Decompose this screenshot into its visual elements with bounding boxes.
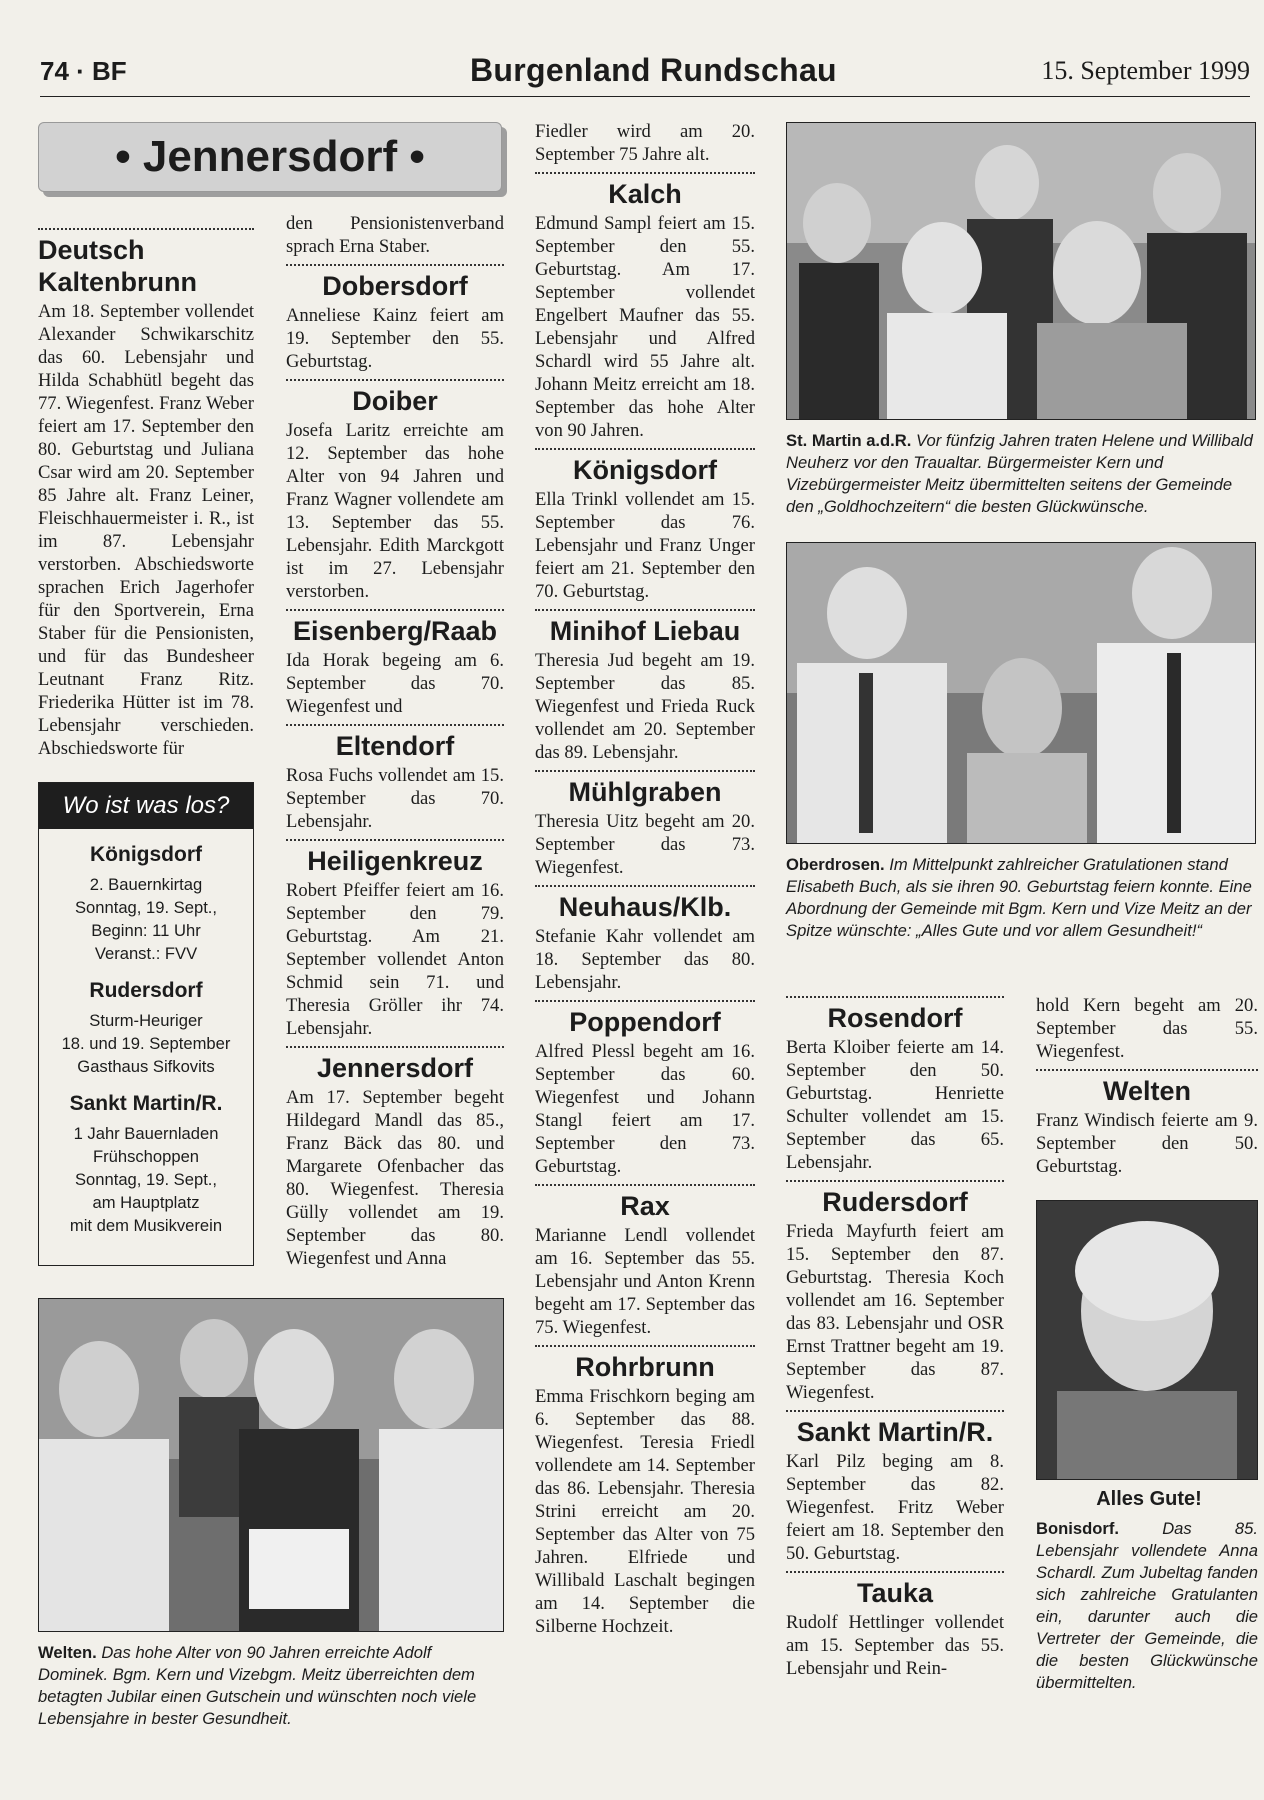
article-text: Stefanie Kahr vollendet am 18. September das 80. Lebensjahr. <box>535 926 755 993</box>
event-detail: 2. Bauernkirtag <box>89 875 203 894</box>
photo-welten <box>38 1298 504 1632</box>
caption-place: St. Martin a.d.R. <box>786 431 912 450</box>
event-detail: Veranst.: FVV <box>94 944 198 963</box>
caption-text: Das hohe Alter von 90 Jahren erreichte Adolf Dominek. Bgm. Kern und Vizebgm. Meitz überreichten dem betagten Jubilar einen Gutschein und wünschten noch viele Lebensjahre in bester Gesundheit. <box>38 1643 477 1728</box>
caption-text: Vor fünfzig Jahren traten Helene und Willibald Neuherz vor den Traualtar. Bürgermeister Kern und Vizebürgermeister Meitz übermittelten seitens der Gemeinde den „Goldhochzeitern“ die besten Glückwünsche. <box>786 431 1253 516</box>
events-box-title: Wo ist was los? <box>39 783 253 829</box>
article-text: Franz Windisch feierte am 9. September den 50. Geburtstag. <box>1036 1110 1258 1177</box>
article-text: den Pensionistenverband sprach Erna Staber. <box>286 213 504 257</box>
caption-place: Bonisdorf. <box>1036 1519 1119 1538</box>
caption-oberdrosen <box>786 854 1256 942</box>
event-detail: Sonntag, 19. Sept., <box>74 898 218 917</box>
section-heading: Heiligenkreuz <box>286 839 504 877</box>
issue-date: 15. September 1999 <box>1041 56 1250 85</box>
section-heading: Tauka <box>786 1571 1004 1609</box>
section-heading: Königsdorf <box>535 448 755 486</box>
section-heading: Mühlgraben <box>535 770 755 808</box>
article-text: Karl Pilz beging am 8. September das 82. Wiegenfest. Fritz Weber feiert am 18. September den 50. Geburtstag. <box>786 1451 1004 1564</box>
article-text: Rudolf Hettlinger vollendet am 15. September das 55. Lebensjahr und Rein- <box>786 1612 1004 1679</box>
article-text: Fiedler wird am 20. September 75 Jahre alt. <box>535 121 755 165</box>
article-text: Josefa Laritz erreichte am 12. September das hohe Alter von 94 Jahren und Franz Wagner vollendete am 13. September das 55. Lebensjahr. Edith Marckgott ist im 27. Lebensjahr verstorben. <box>286 420 504 602</box>
event-detail: mit dem Musikverein <box>69 1216 223 1235</box>
article-text: Marianne Lendl vollendet am 16. September das 55. Lebensjahr und Anton Krenn begeht am 17. September das 75. Wiegenfest. <box>535 1225 755 1338</box>
column-4 <box>786 990 1004 1680</box>
caption-text: Im Mittelpunkt zahlreicher Gratulationen stand Elisabeth Buch, als sie ihren 90. Geburtstag feiern konnte. Eine Abordnung der Gemeinde mit Bgm. Kern und Vize Meitz an der Spitze wünschte: „Alles Gute und vor allem Gesundheit!“ <box>786 855 1252 940</box>
column-2 <box>286 212 504 1270</box>
section-heading: Minihof Liebau <box>535 609 755 647</box>
article-text: Berta Kloiber feierte am 14. September den 50. Geburtstag. Henriette Schulter vollendet am 15. September das 65. Lebensjahr. <box>786 1037 1004 1173</box>
photo-oberdrosen <box>786 542 1256 844</box>
event-detail: Sonntag, 19. Sept., <box>74 1170 218 1189</box>
caption-bonisdorf <box>1036 1518 1258 1694</box>
column-3 <box>535 120 755 1638</box>
caption-text: Das 85. Lebensjahr vollendete Anna Schardl. Zum Jubeltag fanden sich zahlreiche Gratulanten ein, darunter auch die Vertreter der Gemeinde, die die besten Glückwünsche übermittelten. <box>1036 1519 1258 1692</box>
article-text: Frieda Mayfurth feiert am 15. September den 87. Geburtstag. Theresia Koch vollendet am 16. September das 83. Lebensjahr und OSR Ernst Trattner begeht am 19. September das 87. Wiegenfest. <box>786 1221 1004 1403</box>
column-1 <box>38 222 254 760</box>
article-text: Edmund Sampl feiert am 15. September den 55. Geburtstag. Am 17. September vollendet Engelbert Maufner das 55. Lebensjahr und Alfred Schardl wird 55 Jahre alt. Johann Meitz erreicht am 18. September das hohe Alter von 90 Jahren. <box>535 213 755 441</box>
event-detail: Beginn: 11 Uhr <box>91 921 201 940</box>
section-heading: Poppendorf <box>535 1000 755 1038</box>
section-heading: Dobersdorf <box>286 264 504 302</box>
event-detail: Gasthaus Sifkovits <box>77 1057 215 1076</box>
article-text: hold Kern begeht am 20. September das 55. Wiegenfest. <box>1036 995 1258 1062</box>
caption-place: Welten. <box>38 1643 97 1662</box>
section-heading: Eisenberg/Raab <box>286 609 504 647</box>
caption-st-martin <box>786 430 1256 518</box>
article-text: Anneliese Kainz feiert am 19. September den 55. Geburtstag. <box>286 305 504 372</box>
section-heading: Rohrbrunn <box>535 1345 755 1383</box>
article-text: Ida Horak begeing am 6. September das 70. Wiegenfest und <box>286 650 504 717</box>
column-5 <box>1036 994 1258 1178</box>
section-banner: • Jennersdorf • <box>38 122 502 192</box>
article-text: Theresia Jud begeht am 19. September das 85. Wiegenfest und Frieda Ruck vollendet am 20. September das 89. Lebensjahr. <box>535 650 755 763</box>
event-place: Rudersdorf <box>89 979 203 1002</box>
article-text: Rosa Fuchs vollendet am 15. September das 70. Lebensjahr. <box>286 765 504 832</box>
event-detail: Sturm-Heuriger <box>89 1011 203 1030</box>
section-heading: Rax <box>535 1184 755 1222</box>
event-detail: Frühschoppen <box>92 1147 200 1166</box>
event-detail: 18. und 19. September <box>61 1034 231 1053</box>
article-text: Theresia Uitz begeht am 20. September das 73. Wiegenfest. <box>535 811 755 878</box>
article-text: Robert Pfeiffer feiert am 16. September den 79. Geburtstag. Am 21. September vollendet Anton Schmid sein 71. und Theresia Gröller ihr 74. Lebensjahr. <box>286 880 504 1039</box>
section-heading: Eltendorf <box>286 724 504 762</box>
section-heading: Neuhaus/Klb. <box>535 885 755 923</box>
photo-st-martin-couple <box>786 122 1256 420</box>
events-list <box>39 843 253 1237</box>
section-heading: Jennersdorf <box>286 1046 504 1084</box>
section-heading: Deutsch Kaltenbrunn <box>38 228 254 298</box>
page-header <box>40 50 1250 97</box>
alles-gute-heading: Alles Gute! <box>1096 1488 1202 1510</box>
event-detail: am Hauptplatz <box>92 1193 200 1212</box>
page-number: 74 · BF <box>40 56 127 86</box>
article-text: Am 18. September vollendet Alexander Schwikarschitz das 60. Lebensjahr und Hilda Schabhütl begeht das 77. Wiegenfest. Franz Weber feiert am 17. September den 80. Geburtstag und Juliana Csar wird am 20. September 85 Jahre alt. Franz Leiner, Fleischhauermeister i. R., ist im 87. Lebensjahr verstorben. Abschiedsworte sprachen Erich Jagerhofer für den Sportverein, Erna Staber für die Pensionisten, und für das Bundesheer Leutnant Franz Ritz. Friederika Hütter ist im 78. Lebensjahr verschieden. Abschiedsworte für <box>38 301 254 759</box>
event-place: Königsdorf <box>90 843 202 866</box>
caption-welten <box>38 1642 504 1730</box>
section-heading: Kalch <box>535 172 755 210</box>
event-place: Sankt Martin/R. <box>69 1092 223 1115</box>
article-text: Emma Frischkorn beging am 6. September das 88. Wiegenfest. Teresia Friedl vollendete am 14. September das 86. Lebensjahr. Theresia Strini erreicht am 20. September das Alter von 75 Jahren. Elfriede und Willibald Laschalt begingen am 14. September die Silberne Hochzeit. <box>535 1386 755 1637</box>
newspaper-title: Burgenland Rundschau <box>470 52 837 88</box>
article-text: Alfred Plessl begeht am 16. September das 60. Wiegenfest und Johann Stangl feiert am 17. September den 73. Geburtstag. <box>535 1041 755 1177</box>
events-box <box>38 782 254 1266</box>
event-detail: 1 Jahr Bauernladen <box>73 1124 219 1143</box>
section-heading: Rudersdorf <box>786 1180 1004 1218</box>
article-text: Am 17. September begeht Hildegard Mandl das 85., Franz Bäck das 80. und Margarete Ofenbacher das 80. Wiegenfest. Theresia Gülly vollendet am 19. September das 80. Wiegenfest und Anna <box>286 1087 504 1269</box>
section-heading: Rosendorf <box>786 996 1004 1034</box>
caption-place: Oberdrosen. <box>786 855 885 874</box>
section-heading: Doiber <box>286 379 504 417</box>
article-text: Ella Trinkl vollendet am 15. September das 76. Lebensjahr und Franz Unger feiert am 21. September den 70. Geburtstag. <box>535 489 755 602</box>
section-heading: Welten <box>1036 1069 1258 1107</box>
photo-bonisdorf-portrait <box>1036 1200 1258 1480</box>
section-heading: Sankt Martin/R. <box>786 1410 1004 1448</box>
